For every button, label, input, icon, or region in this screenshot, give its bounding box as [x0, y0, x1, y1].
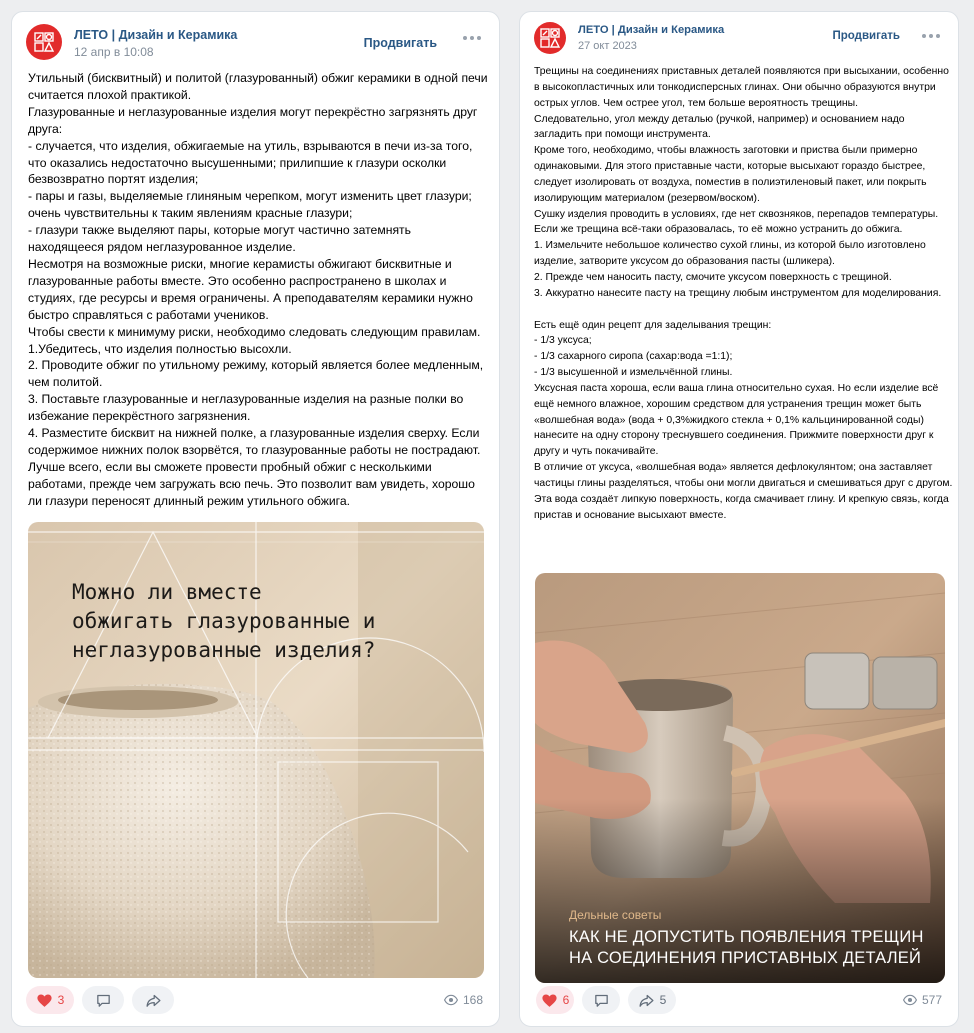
- post-header: [26, 24, 485, 64]
- image-title: КАК НЕ ДОПУСТИТЬ ПОЯВЛЕНИЯ ТРЕЩИН НА СОЕДИНЕНИЯ ПРИСТАВНЫХ ДЕТАЛЕЙ: [569, 928, 924, 967]
- post-text: Трещины на соединениях приставных деталей появляются при высыхании, особенно в высокопластичных или тонкодисперсных глинах. Они обычно образуются внутри острых углов. Чем острее угол, тем больше вероятность трещины. Следовательно, угол между деталью (ручкой, например) и основанием надо загладить при помощи инструмента. Кроме того, необходимо, чтобы влажность заготовки и приства были примерно одинаковыми. Для этого приставные части, которые высыхают гораздо быстрее, следует изолировать от воздуха, поместив в полиэтиленовый пакет, или покрыть изолирующим материалом (резервом/воском). Сушку изделия проводить в условиях, где нет сквозняков, перепадов температуры. Если же трещина всё-таки образовалась, то её можно устранить до обжига. 1. Измельчите небольшое количество сухой глины, из которой было изготовлено изделие, затворите уксусом до образования пасты (шликера). 2. Прежде чем наносить пасту, смочите уксусом поверхность с трещиной. 3. Аккуратно нанесите пасту на трещину любым инструментом для моделирования. Есть ещё один рецепт для заделывания трещин: - 1/3 уксуса; - 1/3 сахарного сиропа (сахар:вода =1:1); - 1/3 высушенной и измельчённой глины. Уксусная паста хороша, если ваша глина относительно сухая. Но если изделие всё ещё немного влажное, хорошим средством для устранения трещин может быть «волшебная вода» (вода + 0,3%жидкого стекла + 0,1% кальцинированной соды) нанесите на одну сторону треснувшего соединения. Прижмите поверхности друг к другу и чуть покачивайте. В отличие от уксуса, «волшебная вода» является дефлокулянтом; она заставляет частицы глины разделяться, чтобы они могли двигаться и смешиваться друг с другом. Эта вода создаёт липкую поверхность, когда смачивает глину. И крепкую связь, когда пристав и основание высыхают вместе.: [534, 66, 953, 521]
- post-date[interactable]: 27 окт 2023: [578, 40, 637, 52]
- share-icon: [145, 992, 162, 1009]
- logo-icon: [538, 26, 562, 50]
- comment-icon: [95, 992, 112, 1009]
- like-count: 3: [57, 993, 65, 1007]
- post-card: [11, 11, 500, 1027]
- views-counter: [903, 993, 942, 1007]
- avatar[interactable]: [26, 24, 62, 60]
- post-footer: [534, 986, 944, 1014]
- share-count: 5: [659, 993, 667, 1007]
- comment-icon: [593, 992, 610, 1009]
- logo-icon: [32, 30, 56, 54]
- like-count: 6: [562, 993, 570, 1007]
- heart-icon: [541, 992, 558, 1009]
- views-counter: [444, 993, 483, 1007]
- more-icon[interactable]: [920, 30, 942, 42]
- share-button[interactable]: [628, 986, 676, 1014]
- post-date[interactable]: 12 апр в 10:08: [74, 45, 154, 59]
- avatar[interactable]: [534, 22, 566, 54]
- post-text: Утильный (бисквитный) и политой (глазурованный) обжиг керамики в одной печи считается плохой практикой. Глазурованные и неглазурованные изделия могут перекрёстно загрязнять друг друга: - случается, что изделия, обжигаемые на утиль, взрываются в печи из-за того, что оказались недостаточно высушенными; прилипшие к глазури осколки безвозвратно портят изделия; - пары и газы, выделяемые глиняным черепком, могут изменить цвет глазури; очень чувствительны к таким явлениям красные глазури; - глазури также выделяют пары, которые могут частично затемнять находящееся рядом неглазурованное изделие. Несмотря на возможные риски, многие керамисты обжигают бисквитные и глазурованные работы вместе. Это особенно распространено в школах и студиях, где ресурсы и время ограничены. А преподавателям керамики нужно быстро справляться с работами учеников. Чтобы свести к минимуму риски, необходимо следовать следующим правилам. 1.Убедитесь, что изделия полностью высохли. 2. Проводите обжиг по утильному режиму, который является более медленным, чем политой. 3. Поставьте глазурованные и неглазурованные изделия на разные полки во избежание перекрёстного загрязнения. 4. Разместите бисквит на нижней полке, а глазурованные изделия сверху. Если содержимое нижних полок взорвётся, то глазурованные работы не пострадают. Лучше всего, если вы сможете провести пробный обжиг с несколькими работами, прежде чем загружать всю печь. Это позволит вам увидеть, хорошо ли глазури переносят длинный режим утильного обжига.: [28, 71, 488, 508]
- author-name[interactable]: ЛЕТО | Дизайн и Керамика: [74, 28, 238, 42]
- comment-button[interactable]: [82, 986, 124, 1014]
- more-icon[interactable]: [461, 32, 483, 44]
- image-title: Можно ли вместе обжигать глазурованные и неглазурованные изделия?: [72, 580, 376, 662]
- share-icon: [638, 992, 655, 1009]
- eye-icon: [444, 993, 458, 1007]
- author-name[interactable]: ЛЕТО | Дизайн и Керамика: [578, 24, 725, 36]
- post-card: [519, 11, 959, 1027]
- heart-icon: [36, 992, 53, 1009]
- post-header: [534, 22, 944, 62]
- image-subtitle: Дельные советы: [569, 908, 662, 922]
- post-image[interactable]: [535, 573, 945, 983]
- promote-button[interactable]: Продвигать: [832, 30, 900, 42]
- views-count: 168: [462, 993, 483, 1007]
- share-button[interactable]: [132, 986, 174, 1014]
- views-count: 577: [921, 993, 942, 1007]
- comment-button[interactable]: [582, 986, 620, 1014]
- like-button[interactable]: [536, 986, 574, 1014]
- post-image[interactable]: [28, 522, 484, 978]
- promote-button[interactable]: Продвигать: [363, 36, 437, 50]
- post-footer: [26, 986, 485, 1014]
- like-button[interactable]: [26, 986, 74, 1014]
- eye-icon: [903, 993, 917, 1007]
